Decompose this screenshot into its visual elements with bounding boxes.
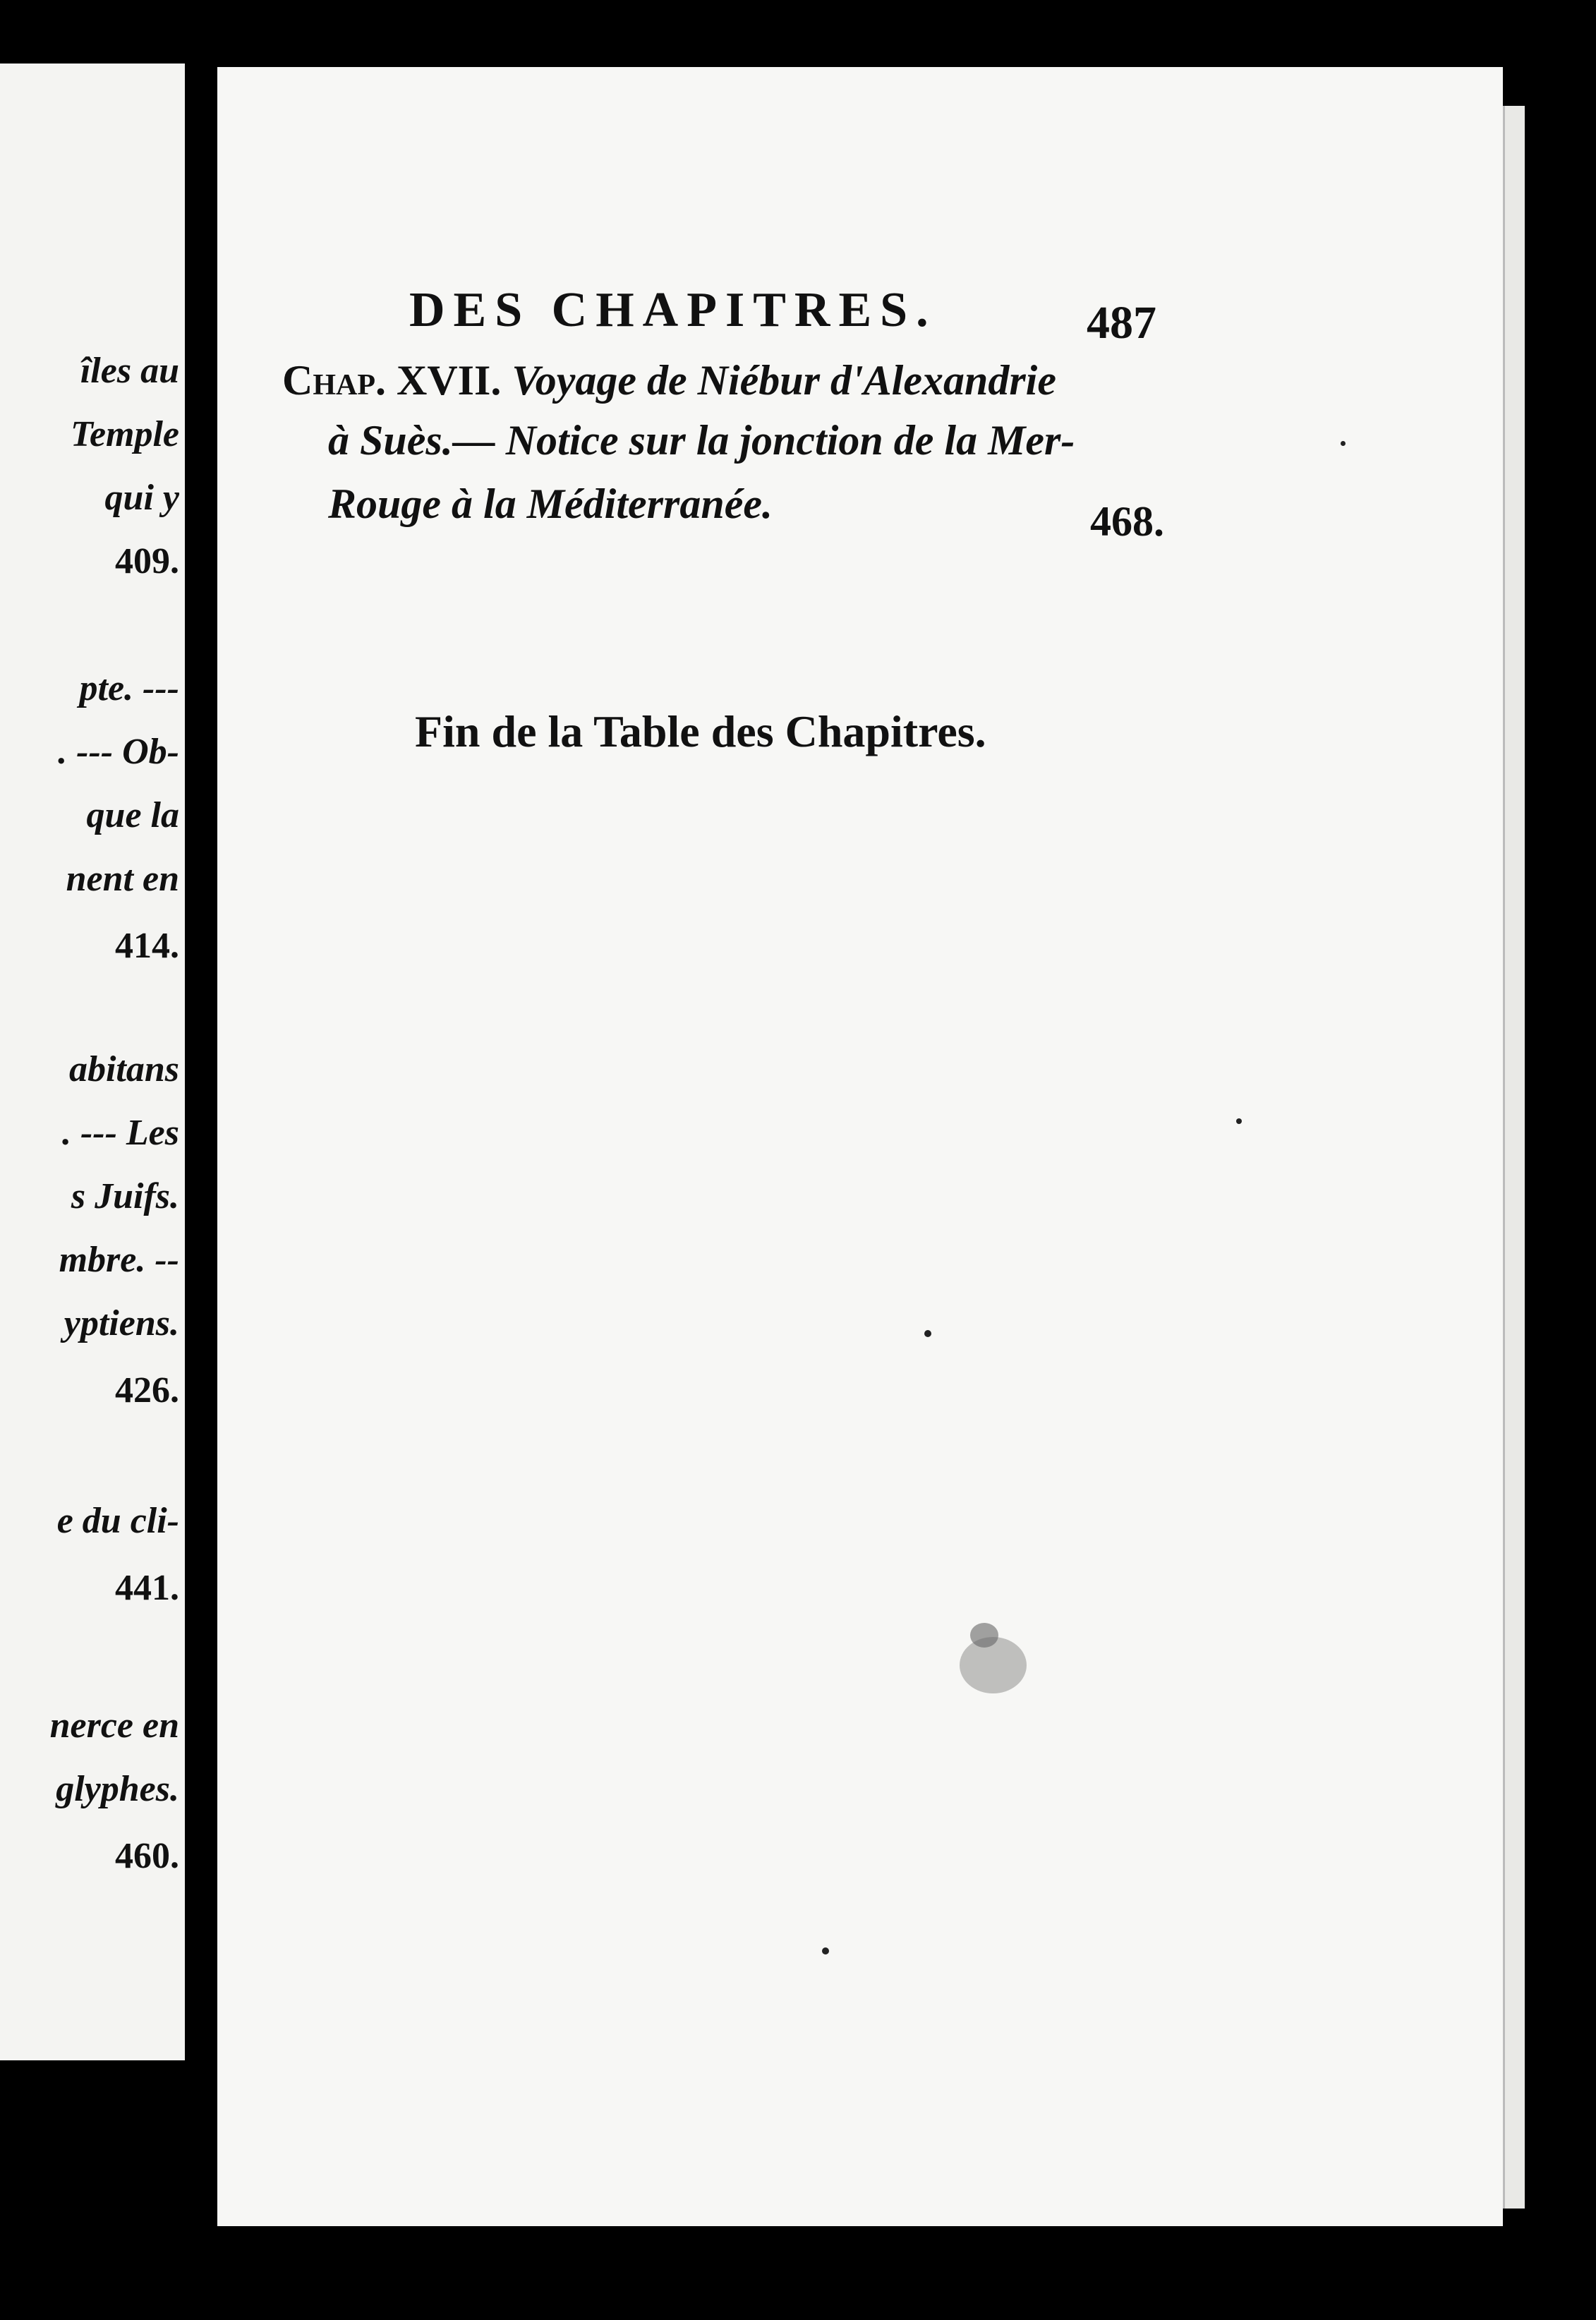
- ink-stain: [960, 1637, 1027, 1693]
- chapter-entry-line-2: à Suès.— Notice sur la jonction de la Mer-: [328, 417, 1075, 464]
- ink-stain: [970, 1623, 998, 1648]
- end-of-table-note: Fin de la Table des Chapitres.: [415, 706, 986, 756]
- left-page-line: 426.: [115, 1370, 179, 1410]
- left-page-line: s Juifs.: [71, 1176, 179, 1216]
- chapter-entry-line-3: Rouge à la Méditerranée.: [328, 481, 773, 527]
- left-page-line: que la: [86, 795, 179, 835]
- left-page-line: mbre. --: [59, 1240, 179, 1280]
- page-edge: [1503, 106, 1525, 2209]
- left-page-line: nent en: [66, 859, 179, 899]
- previous-page: [0, 64, 185, 2060]
- paper-speck: [1341, 441, 1346, 446]
- left-page-line: yptiens.: [64, 1303, 179, 1343]
- left-page-line: 460.: [115, 1836, 179, 1876]
- left-page-line: . --- Les: [61, 1113, 179, 1153]
- chapter-label: Chap.: [282, 357, 386, 404]
- chapter-page-ref: 468.: [1090, 498, 1164, 545]
- left-page-line: e du cli-: [56, 1501, 179, 1541]
- left-page-line: 409.: [115, 541, 179, 581]
- left-page-line: Temple: [70, 414, 179, 454]
- left-page-line: abitans: [68, 1049, 179, 1089]
- paper-speck: [822, 1947, 829, 1955]
- left-page-line: qui y: [104, 478, 179, 518]
- book-gutter: [185, 0, 220, 2320]
- left-page-line: 441.: [115, 1568, 179, 1608]
- chapter-number: XVII.: [397, 357, 502, 404]
- left-page-line: . --- Ob-: [58, 732, 179, 772]
- left-page-line: 414.: [115, 926, 179, 966]
- chapter-entry-line-1: [282, 356, 1056, 405]
- paper-speck: [924, 1330, 931, 1337]
- page-number: 487: [1087, 297, 1156, 349]
- chapter-title: Voyage de Niébur d'Alexandrie: [512, 357, 1056, 404]
- paper-speck: [1236, 1118, 1242, 1124]
- left-page-line: glyphes.: [56, 1769, 179, 1809]
- left-page-line: nerce en: [49, 1705, 179, 1746]
- left-page-line: îles au: [80, 351, 179, 391]
- left-page-line: pte. ---: [79, 668, 179, 708]
- running-header: DES CHAPITRES.: [409, 283, 937, 337]
